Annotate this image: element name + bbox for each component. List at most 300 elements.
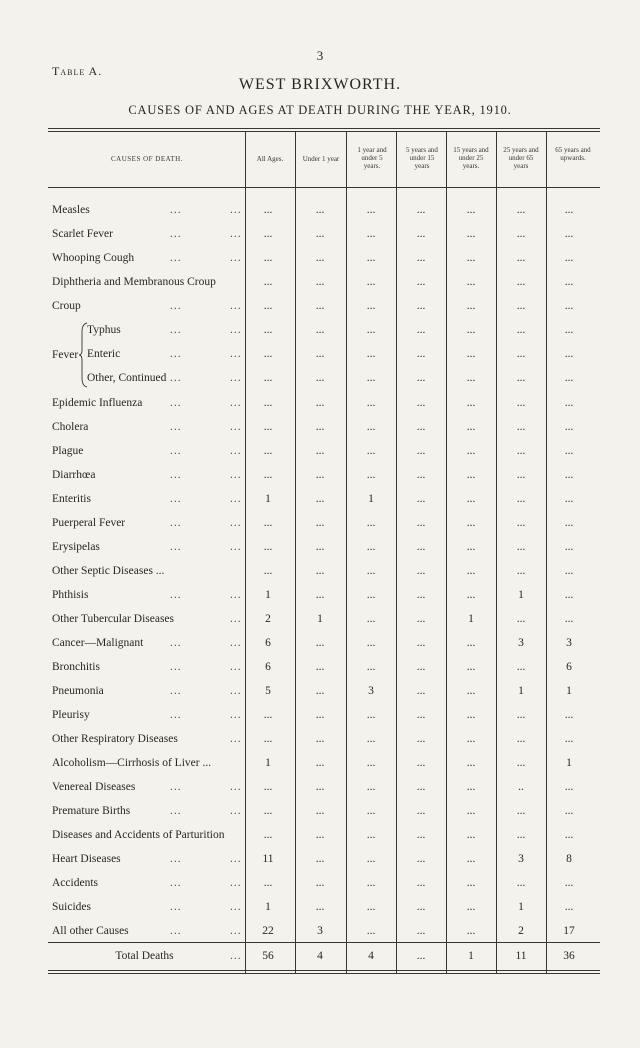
table-cell: 6 <box>566 661 572 673</box>
table-cell: ... <box>516 445 526 457</box>
table-cell: ... <box>263 469 273 481</box>
table-cell: ... <box>366 300 376 312</box>
table-cell: ... <box>315 372 325 384</box>
leader-dots: ... <box>230 661 242 673</box>
table-cell: ... <box>416 469 426 481</box>
table-cell: 11 <box>262 853 274 865</box>
table-cell: 1 <box>265 901 271 913</box>
table-row <box>0 469 640 493</box>
leader-dots: ... <box>230 421 242 433</box>
table-cell: ... <box>516 709 526 721</box>
table-cell: ... <box>366 276 376 288</box>
table-cell: ... <box>315 517 325 529</box>
table-cell: ... <box>416 661 426 673</box>
table-cell: ... <box>416 709 426 721</box>
table-cell: ... <box>516 228 526 240</box>
table-cell: ... <box>564 372 574 384</box>
table-cell: ... <box>516 541 526 553</box>
table-cell: ... <box>564 589 574 601</box>
table-cell: ... <box>466 757 476 769</box>
cause-label: Whooping Cough <box>52 252 135 264</box>
table-cell: 1 <box>317 613 323 625</box>
cause-label: Typhus <box>87 324 121 336</box>
leader-dots: ... <box>170 925 182 937</box>
table-cell: ... <box>416 324 426 336</box>
table-cell: ... <box>315 493 325 505</box>
header-causes: CAUSES OF DEATH. <box>111 155 183 163</box>
table-cell: ... <box>466 300 476 312</box>
table-row <box>0 421 640 445</box>
table-row <box>0 925 640 949</box>
table-row <box>0 372 640 396</box>
table-cell: 3 <box>566 637 572 649</box>
table-cell: ... <box>416 565 426 577</box>
table-cell: 1 <box>265 757 271 769</box>
table-cell: ... <box>366 637 376 649</box>
table-row <box>0 565 640 589</box>
table-cell: ... <box>416 613 426 625</box>
table-row <box>0 781 640 805</box>
table-row <box>0 276 640 300</box>
table-cell: ... <box>263 733 273 745</box>
table-cell: ... <box>564 445 574 457</box>
table-cell: ... <box>516 493 526 505</box>
table-cell: ... <box>466 469 476 481</box>
table-cell: ... <box>315 300 325 312</box>
table-cell: ... <box>366 853 376 865</box>
table-cell: 3 <box>317 925 323 937</box>
table-cell: ... <box>315 709 325 721</box>
leader-dots: ... <box>230 709 242 721</box>
table-cell: ... <box>516 276 526 288</box>
table-cell: ... <box>315 348 325 360</box>
header-all-ages: All Ages. <box>256 155 284 163</box>
table-cell: ... <box>263 565 273 577</box>
cause-label: Cholera <box>52 421 89 433</box>
table-cell: ... <box>564 805 574 817</box>
table-cell: ... <box>466 204 476 216</box>
table-row <box>0 877 640 901</box>
header-15-25: 15 years and under 25 years. <box>453 146 489 170</box>
header-65-up: 65 years and upwards. <box>555 146 591 162</box>
table-cell: ... <box>366 613 376 625</box>
table-cell: 1 <box>265 493 271 505</box>
cause-label: Premature Births <box>52 805 131 817</box>
table-cell: ... <box>315 565 325 577</box>
cause-label: Plague <box>52 445 84 457</box>
table-cell: ... <box>564 901 574 913</box>
leader-dots: ... <box>170 397 182 409</box>
header-under-1: Under 1 year <box>302 155 340 163</box>
table-cell: ... <box>564 733 574 745</box>
table-cell: 17 <box>563 925 575 937</box>
table-cell: ... <box>564 469 574 481</box>
table-cell: ... <box>263 348 273 360</box>
table-cell: ... <box>263 829 273 841</box>
total-cell: ... <box>416 950 426 962</box>
leader-dots: ... <box>230 613 242 625</box>
table-row <box>0 204 640 228</box>
table-cell: ... <box>466 372 476 384</box>
table-cell: 1 <box>518 901 524 913</box>
leader-dots: ... <box>170 493 182 505</box>
table-cell: ... <box>516 805 526 817</box>
leader-dots: ... <box>170 324 182 336</box>
table-cell: ... <box>516 421 526 433</box>
table-cell: ... <box>315 228 325 240</box>
cause-label: Croup <box>52 300 81 312</box>
table-cell: ... <box>564 877 574 889</box>
cause-label: All other Causes <box>52 925 129 937</box>
table-row <box>0 324 640 348</box>
table-cell: ... <box>516 372 526 384</box>
leader-dots: ... <box>170 445 182 457</box>
table-row <box>0 493 640 517</box>
cause-label: Venereal Diseases <box>52 781 136 793</box>
table-cell: ... <box>416 252 426 264</box>
page-number: 3 <box>316 48 324 63</box>
table-cell: ... <box>416 541 426 553</box>
table-cell: ... <box>516 661 526 673</box>
table-cell: ... <box>516 829 526 841</box>
table-cell: ... <box>466 733 476 745</box>
table-cell: ... <box>315 805 325 817</box>
table-cell: ... <box>564 348 574 360</box>
cause-label: Enteric <box>87 348 121 360</box>
cause-label: Phthisis <box>52 589 89 601</box>
cause-label: Cancer—Malignant <box>52 637 144 649</box>
table-cell: 1 <box>566 685 572 697</box>
table-cell: ... <box>466 781 476 793</box>
table-cell: ... <box>466 925 476 937</box>
table-cell: ... <box>466 805 476 817</box>
table-cell: ... <box>263 541 273 553</box>
total-cell: 4 <box>368 950 374 962</box>
table-cell: 6 <box>265 661 271 673</box>
table-cell: ... <box>366 565 376 577</box>
table-cell: ... <box>366 877 376 889</box>
table-row <box>0 397 640 421</box>
table-cell: ... <box>564 228 574 240</box>
table-cell: ... <box>315 733 325 745</box>
leader-dots: ... <box>230 733 242 745</box>
table-cell: ... <box>516 300 526 312</box>
cause-label: Other, Continued <box>87 372 167 384</box>
cause-label: Other Septic Diseases ... <box>52 565 165 577</box>
total-cell: 11 <box>515 950 527 962</box>
cause-label: Diseases and Accidents of Parturition <box>52 829 225 841</box>
table-cell: ... <box>416 925 426 937</box>
table-cell: ... <box>416 877 426 889</box>
top-rule-1 <box>48 128 600 129</box>
table-cell: ... <box>416 445 426 457</box>
table-cell: 8 <box>566 853 572 865</box>
table-cell: ... <box>564 517 574 529</box>
table-cell: ... <box>564 709 574 721</box>
table-row <box>0 853 640 877</box>
table-cell: ... <box>263 300 273 312</box>
leader-dots: ... <box>170 300 182 312</box>
cause-label: Diarrhœa <box>52 469 96 481</box>
cause-label: Other Respiratory Diseases <box>52 733 178 745</box>
cause-label: Enteritis <box>52 493 91 505</box>
table-cell: ... <box>315 397 325 409</box>
table-row <box>0 589 640 613</box>
table-cell: ... <box>366 733 376 745</box>
table-cell: ... <box>366 421 376 433</box>
table-cell: ... <box>366 925 376 937</box>
leader-dots: ... <box>230 781 242 793</box>
table-cell: 3 <box>518 853 524 865</box>
table-cell: ... <box>416 829 426 841</box>
table-row <box>0 517 640 541</box>
table-cell: ... <box>516 517 526 529</box>
leader-dots: ... <box>170 421 182 433</box>
leader-dots: ... <box>170 877 182 889</box>
table-row <box>0 757 640 781</box>
table-cell: ... <box>564 252 574 264</box>
table-cell: ... <box>416 637 426 649</box>
table-cell: ... <box>315 853 325 865</box>
table-cell: ... <box>263 517 273 529</box>
table-cell: ... <box>466 541 476 553</box>
table-row <box>0 228 640 252</box>
table-cell: ... <box>416 805 426 817</box>
leader-dots: ... <box>230 372 242 384</box>
table-cell: ... <box>366 397 376 409</box>
leader-dots: ... <box>170 781 182 793</box>
table-cell: ... <box>366 204 376 216</box>
table-row <box>0 661 640 685</box>
table-cell: ... <box>263 805 273 817</box>
table-cell: ... <box>366 372 376 384</box>
table-cell: ... <box>366 781 376 793</box>
fever-group-label: Fever <box>52 349 79 361</box>
cause-label: Diphtheria and Membranous Croup <box>52 276 216 288</box>
table-cell: ... <box>564 397 574 409</box>
leader-dots: ... <box>230 469 242 481</box>
table-cell: ... <box>315 901 325 913</box>
table-cell: 1 <box>566 757 572 769</box>
total-deaths-label: Total Deaths <box>115 950 174 962</box>
leader-dots: ... <box>230 324 242 336</box>
leader-dots: ... <box>170 661 182 673</box>
table-cell: ... <box>466 829 476 841</box>
table-subtitle: CAUSES OF AND AGES AT DEATH DURING THE YEAR, 1910. <box>128 103 512 117</box>
table-cell: ... <box>416 493 426 505</box>
leader-dots: ... <box>230 853 242 865</box>
table-row <box>0 613 640 637</box>
table-row <box>0 348 640 372</box>
cause-label: Measles <box>52 204 90 216</box>
table-cell: ... <box>516 348 526 360</box>
table-cell: ... <box>564 781 574 793</box>
cause-label: Other Tubercular Diseases <box>52 613 175 625</box>
cause-label: Erysipelas <box>52 541 100 553</box>
table-row <box>0 685 640 709</box>
cause-label: Scarlet Fever <box>52 228 113 240</box>
table-cell: ... <box>315 781 325 793</box>
table-cell: ... <box>416 276 426 288</box>
table-cell: ... <box>315 589 325 601</box>
table-cell: ... <box>366 901 376 913</box>
table-cell: ... <box>366 445 376 457</box>
leader-dots: ... <box>170 541 182 553</box>
table-cell: ... <box>564 541 574 553</box>
leader-dots: ... <box>170 589 182 601</box>
leader-dots: ... <box>230 348 242 360</box>
table-cell: ... <box>416 517 426 529</box>
table-cell: ... <box>315 829 325 841</box>
table-cell: 2 <box>518 925 524 937</box>
table-cell: ... <box>366 541 376 553</box>
cause-label: Bronchitis <box>52 661 100 673</box>
table-cell: ... <box>516 324 526 336</box>
table-cell: ... <box>263 372 273 384</box>
table-cell: ... <box>564 829 574 841</box>
table-cell: ... <box>466 421 476 433</box>
leader-dots: ... <box>170 348 182 360</box>
leader-dots: ... <box>170 252 182 264</box>
table-cell: 22 <box>262 925 274 937</box>
table-cell: ... <box>516 733 526 745</box>
table-cell: 1 <box>265 589 271 601</box>
table-cell: ... <box>263 877 273 889</box>
cause-label: Pneumonia <box>52 685 104 697</box>
table-row <box>0 541 640 565</box>
leader-dots: ... <box>230 877 242 889</box>
leader-dots: ... <box>170 517 182 529</box>
table-cell: ... <box>416 228 426 240</box>
leader-dots: ... <box>170 709 182 721</box>
table-cell: ... <box>466 565 476 577</box>
table-cell: ... <box>416 421 426 433</box>
table-row <box>0 300 640 324</box>
table-cell: ... <box>466 493 476 505</box>
leader-dots: ... <box>230 805 242 817</box>
table-cell: ... <box>263 445 273 457</box>
leader-dots: ... <box>170 685 182 697</box>
cause-label: Pleurisy <box>52 709 90 721</box>
total-cell: 4 <box>317 950 323 962</box>
table-cell: ... <box>315 469 325 481</box>
leader-dots: ... <box>230 228 242 240</box>
table-cell: ... <box>516 469 526 481</box>
cause-label: Epidemic Influenza <box>52 397 143 409</box>
leader-dots: ... <box>230 589 242 601</box>
leader-dots: ... <box>230 901 242 913</box>
table-cell: ... <box>564 300 574 312</box>
table-cell: ... <box>263 324 273 336</box>
table-cell: ... <box>315 637 325 649</box>
table-cell: ... <box>516 613 526 625</box>
table-label: Table A. <box>52 64 103 78</box>
table-cell: ... <box>466 877 476 889</box>
total-cell: 1 <box>468 950 474 962</box>
table-cell: ... <box>564 324 574 336</box>
table-cell: 1 <box>368 493 374 505</box>
table-cell: ... <box>366 324 376 336</box>
table-cell: ... <box>564 565 574 577</box>
leader-dots: ... <box>170 469 182 481</box>
table-cell: ... <box>263 709 273 721</box>
table-cell: ... <box>466 685 476 697</box>
table-cell: ... <box>263 276 273 288</box>
leader-dots: ... <box>230 397 242 409</box>
leader-dots: ... <box>230 517 242 529</box>
table-cell: ... <box>366 589 376 601</box>
leader-dots: ... <box>230 252 242 264</box>
leader-dots: ... <box>230 541 242 553</box>
table-cell: ... <box>366 805 376 817</box>
table-cell: ... <box>416 901 426 913</box>
table-cell: ... <box>315 252 325 264</box>
table-cell: ... <box>263 781 273 793</box>
table-cell: 2 <box>265 613 271 625</box>
leader-dots: ... <box>230 950 242 962</box>
table-cell: ... <box>564 421 574 433</box>
table-cell: ... <box>366 709 376 721</box>
table-cell: ... <box>315 541 325 553</box>
table-cell: ... <box>416 589 426 601</box>
table-cell: .. <box>518 781 524 793</box>
leader-dots: ... <box>170 853 182 865</box>
table-cell: ... <box>466 397 476 409</box>
table-cell: ... <box>466 709 476 721</box>
table-cell: ... <box>315 757 325 769</box>
table-cell: ... <box>516 565 526 577</box>
table-cell: ... <box>416 781 426 793</box>
cause-label: Suicides <box>52 901 91 913</box>
table-cell: 5 <box>265 685 271 697</box>
leader-dots: ... <box>170 372 182 384</box>
total-row <box>0 950 640 974</box>
table-row <box>0 805 640 829</box>
leader-dots: ... <box>230 445 242 457</box>
table-cell: ... <box>366 252 376 264</box>
header-25-65: 25 years and under 65 years <box>503 146 539 170</box>
table-cell: 3 <box>368 685 374 697</box>
leader-dots: ... <box>230 493 242 505</box>
table-cell: ... <box>516 877 526 889</box>
cause-label: Heart Diseases <box>52 853 121 865</box>
table-cell: ... <box>416 397 426 409</box>
table-cell: 1 <box>468 613 474 625</box>
table-cell: ... <box>263 397 273 409</box>
table-cell: ... <box>416 372 426 384</box>
header-1-5: 1 year and under 5 years. <box>357 146 387 170</box>
table-cell: ... <box>366 228 376 240</box>
table-cell: 1 <box>518 685 524 697</box>
leader-dots: ... <box>170 805 182 817</box>
table-cell: ... <box>564 613 574 625</box>
leader-dots: ... <box>230 685 242 697</box>
leader-dots: ... <box>230 300 242 312</box>
leader-dots: ... <box>230 925 242 937</box>
table-cell: ... <box>366 348 376 360</box>
table-cell: ... <box>466 589 476 601</box>
table-cell: ... <box>366 757 376 769</box>
cause-label: Accidents <box>52 877 98 889</box>
table-cell: ... <box>466 276 476 288</box>
table-cell: ... <box>263 204 273 216</box>
leader-dots: ... <box>170 204 182 216</box>
table-cell: ... <box>315 421 325 433</box>
leader-dots: ... <box>170 901 182 913</box>
table-cell: ... <box>416 757 426 769</box>
table-row <box>0 252 640 276</box>
table-cell: ... <box>564 493 574 505</box>
